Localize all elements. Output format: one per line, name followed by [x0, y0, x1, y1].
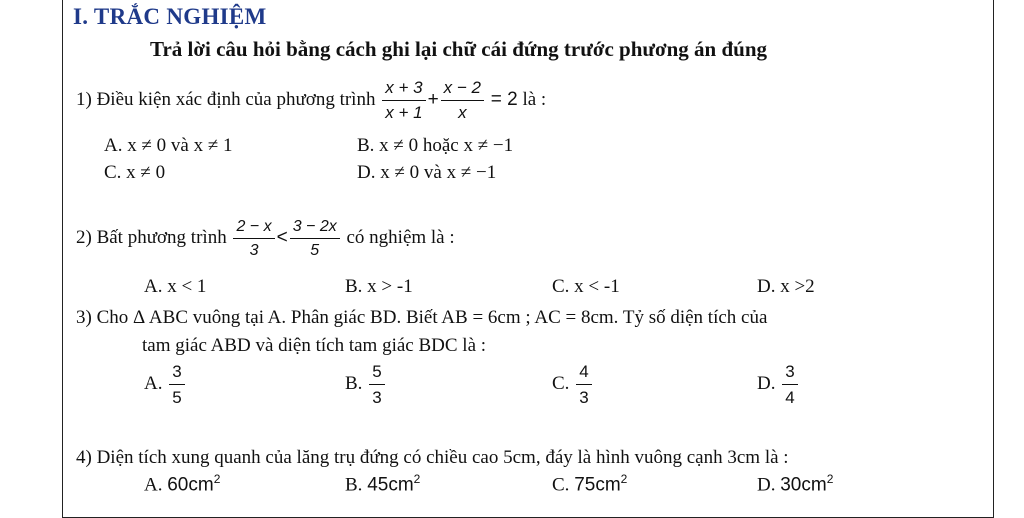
q1-fraction-2	[441, 78, 484, 123]
q2-frac2-denominator: 5	[310, 242, 320, 259]
q4-option-a-value: 60cm	[167, 474, 214, 496]
q2-frac1-denominator: 3	[249, 242, 259, 259]
q4-option-a-exponent: 2	[213, 472, 221, 486]
q1-frac2-numerator: x − 2	[441, 78, 484, 101]
q3-option-b-denominator: 3	[372, 388, 382, 407]
q3-option-c-numerator: 4	[576, 361, 591, 385]
q3-option-c-denominator: 3	[579, 388, 589, 407]
q1-option-c: C. x ≠ 0	[104, 162, 166, 183]
q2-option-b: B. x > -1	[345, 276, 413, 297]
q1-fraction-1	[382, 78, 425, 123]
q2-fraction-2	[290, 217, 340, 260]
q3-option-d-fraction	[782, 361, 797, 408]
q3-option-b-label: B.	[345, 372, 363, 394]
q3-option-d	[757, 361, 800, 408]
q3-line-1: 3) Cho Δ ABC vuông tại A. Phân giác BD. Biết AB = 6cm ; AC = 8cm. Tỷ số diện tích của	[76, 307, 768, 328]
q3-option-d-label: D.	[757, 372, 776, 394]
q3-option-a-fraction	[169, 361, 184, 408]
q1-frac2-denominator: x	[458, 103, 467, 122]
q2-less-than: <	[276, 226, 288, 248]
q3-option-a-label: A.	[144, 372, 163, 394]
q4-option-a	[144, 472, 220, 496]
q4-option-c-value: 75cm	[574, 474, 621, 496]
q3-option-b-fraction	[369, 361, 384, 408]
q1-option-d: D. x ≠ 0 và x ≠ −1	[357, 162, 497, 183]
q4-option-b	[345, 472, 420, 496]
q2-frac1-numerator: 2 − x	[233, 217, 274, 239]
q3-option-b-numerator: 5	[369, 361, 384, 385]
q4-option-b-exponent: 2	[413, 472, 421, 486]
q3-option-a-numerator: 3	[169, 361, 184, 385]
q4-option-d	[757, 472, 833, 496]
q1-frac1-numerator: x + 3	[382, 78, 425, 101]
q1-option-a: A. x ≠ 0 và x ≠ 1	[104, 135, 233, 156]
q3-option-d-denominator: 4	[785, 388, 795, 407]
q1-option-b: B. x ≠ 0 hoặc x ≠ −1	[357, 135, 514, 156]
q1-prefix: 1) Điều kiện xác định của phương trình	[76, 88, 376, 110]
q4-option-b-value: 45cm	[367, 474, 414, 496]
q4-option-d-label: D.	[757, 474, 776, 496]
q1-suffix: là :	[522, 88, 547, 110]
q3-option-c-fraction	[576, 361, 591, 408]
q4-option-c	[552, 472, 627, 496]
q2-suffix: có nghiệm là :	[346, 226, 455, 248]
q1-frac1-denominator: x + 1	[385, 103, 423, 122]
q2-prefix: 2) Bất phương trình	[76, 226, 227, 248]
q1-plus: +	[427, 88, 439, 110]
q4-option-c-exponent: 2	[620, 472, 628, 486]
q1-rhs: = 2	[490, 88, 518, 110]
q4-option-c-label: C.	[552, 474, 570, 496]
q3-option-c	[552, 361, 594, 408]
question-2	[76, 217, 455, 260]
q3-line-2: tam giác ABD và diện tích tam giác BDC là :	[142, 335, 487, 356]
q3-option-b	[345, 361, 387, 408]
q3-option-c-label: C.	[552, 372, 570, 394]
q4-option-a-label: A.	[144, 474, 163, 496]
q4-option-d-value: 30cm	[780, 474, 827, 496]
q2-fraction-1	[233, 217, 274, 260]
q3-option-d-numerator: 3	[782, 361, 797, 385]
q2-option-d: D. x >2	[757, 276, 815, 297]
section-heading: I. TRẮC NGHIỆM	[73, 4, 267, 29]
instruction-text: Trả lời câu hỏi bằng cách ghi lại chữ cái đứng trước phương án đúng	[150, 37, 768, 61]
q2-option-c: C. x < -1	[552, 276, 620, 297]
q3-option-a-denominator: 5	[172, 388, 182, 407]
q4-text: 4) Diện tích xung quanh của lăng trụ đứng có chiều cao 5cm, đáy là hình vuông cạnh 3cm là :	[76, 447, 789, 468]
q2-option-a: A. x < 1	[144, 276, 207, 297]
q3-option-a	[144, 361, 187, 408]
q4-option-d-exponent: 2	[826, 472, 834, 486]
q4-option-b-label: B.	[345, 474, 363, 496]
q2-frac2-numerator: 3 − 2x	[290, 217, 340, 239]
question-1	[76, 78, 546, 123]
